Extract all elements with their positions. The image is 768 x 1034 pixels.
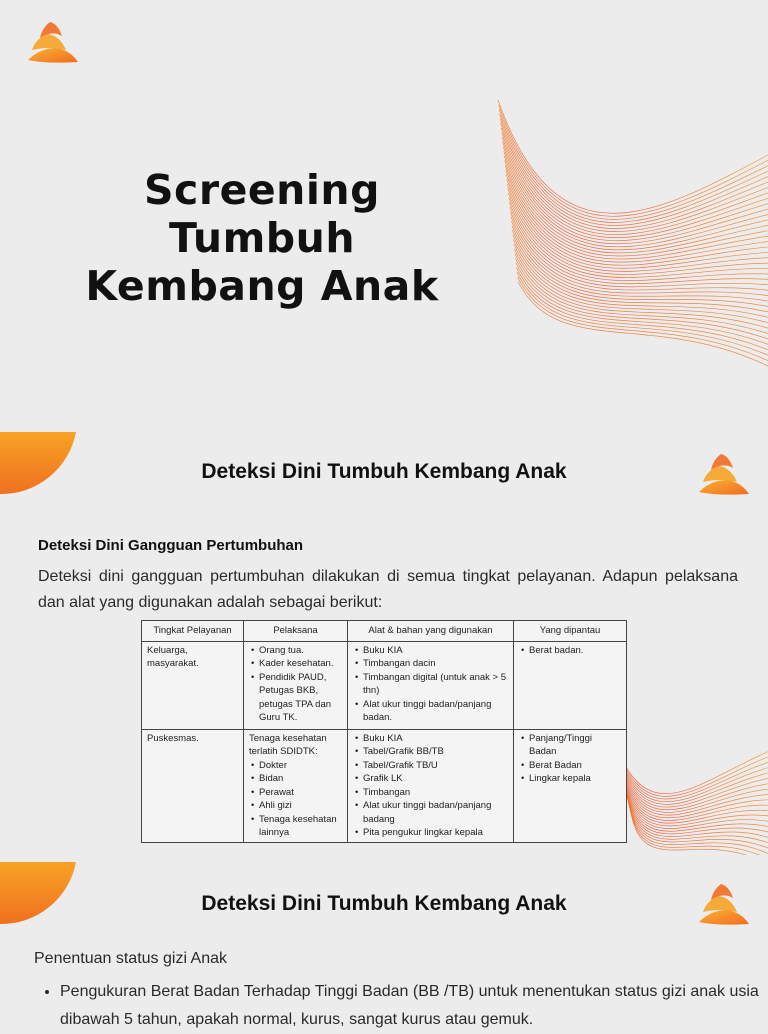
slide-title-line1: Screening Tumbuh <box>144 166 380 262</box>
table-cell: Keluarga, masyarakat. <box>142 641 244 729</box>
slide-title <box>52 166 472 310</box>
lotus-logo-icon <box>697 882 751 928</box>
list-item: • Orang tua. <box>259 644 342 658</box>
table-header: Tingkat Pelayanan <box>142 621 244 642</box>
list-item: • Perawat <box>259 786 342 800</box>
slide-title-line2: Kembang Anak <box>85 262 439 310</box>
list-item: • Buku KIA <box>363 644 508 658</box>
table-header: Yang dipantau <box>514 621 627 642</box>
subheading: Deteksi Dini Gangguan Pertumbuhan <box>38 537 304 554</box>
list-item: • Timbangan dacin <box>363 657 508 671</box>
list-item: • Grafik LK <box>363 772 508 786</box>
table-header: Pelaksana <box>244 621 348 642</box>
table-cell: Puskesmas. <box>142 729 244 842</box>
table-cell <box>514 641 627 729</box>
list-item: • Bidan <box>259 772 342 786</box>
table-row <box>142 729 627 842</box>
list-item: • Berat badan. <box>529 644 621 658</box>
list-item: • Timbangan <box>363 786 508 800</box>
table-cell <box>244 729 348 842</box>
lotus-logo-icon <box>697 452 751 498</box>
table-cell <box>244 641 348 729</box>
table-cell <box>348 641 514 729</box>
list-item: • Alat ukur tinggi badan/panjang badang <box>363 799 508 826</box>
list-item: • Dokter <box>259 759 342 773</box>
table-cell <box>514 729 627 842</box>
section-heading: Deteksi Dini Tumbuh Kembang Anak <box>201 460 567 483</box>
list-item: • Kader kesehatan. <box>259 657 342 671</box>
list-item: • Pita pengukur lingkar kepala <box>363 826 508 840</box>
list-item: • Tabel/Grafik BB/TB <box>363 745 508 759</box>
list-item: • Tenaga kesehatan lainnya <box>259 813 342 840</box>
list-item: • Tabel/Grafik TB/U <box>363 759 508 773</box>
wave-mesh-decoration <box>488 80 768 410</box>
list-item: • Pendidik PAUD, Petugas BKB, petugas TPA dan Guru TK. <box>259 671 342 725</box>
bullet-list <box>40 978 760 1034</box>
paragraph: Deteksi dini gangguan pertumbuhan dilakukan di semua tingkat pelayanan. Adapun pelaksana dan alat yang digunakan adalah sebagai berikut: <box>38 568 738 611</box>
table-cell <box>348 729 514 842</box>
list-item: • Timbangan digital (untuk anak > 5 thn) <box>363 671 508 698</box>
detection-table <box>141 620 627 843</box>
lotus-logo-icon <box>26 20 80 66</box>
list-item: • Alat ukur tinggi badan/panjang badan. <box>363 698 508 725</box>
list-item: • Panjang/Tinggi Badan <box>529 732 621 759</box>
table-row <box>142 641 627 729</box>
half-circle-decoration <box>0 432 80 552</box>
list-item: • Pengukuran Berat Badan Terhadap Tinggi Badan (BB /TB) untuk menentukan status gizi anak usia dibawah 5 tahun, apakah normal, kurus, sangat kurus atau gemuk. <box>60 978 760 1034</box>
list-item: • Berat Badan <box>529 759 621 773</box>
list-item: • Buku KIA <box>363 732 508 746</box>
table-header-row <box>142 621 627 642</box>
section-heading: Deteksi Dini Tumbuh Kembang Anak <box>201 892 567 915</box>
cell-lead-text: Tenaga kesehatan terlatih SDIDTK: <box>249 732 327 757</box>
table-header: Alat & bahan yang digunakan <box>348 621 514 642</box>
list-item: • Ahli gizi <box>259 799 342 813</box>
intro-text: Penentuan status gizi Anak <box>34 950 228 967</box>
list-item: • Lingkar kepala <box>529 772 621 786</box>
